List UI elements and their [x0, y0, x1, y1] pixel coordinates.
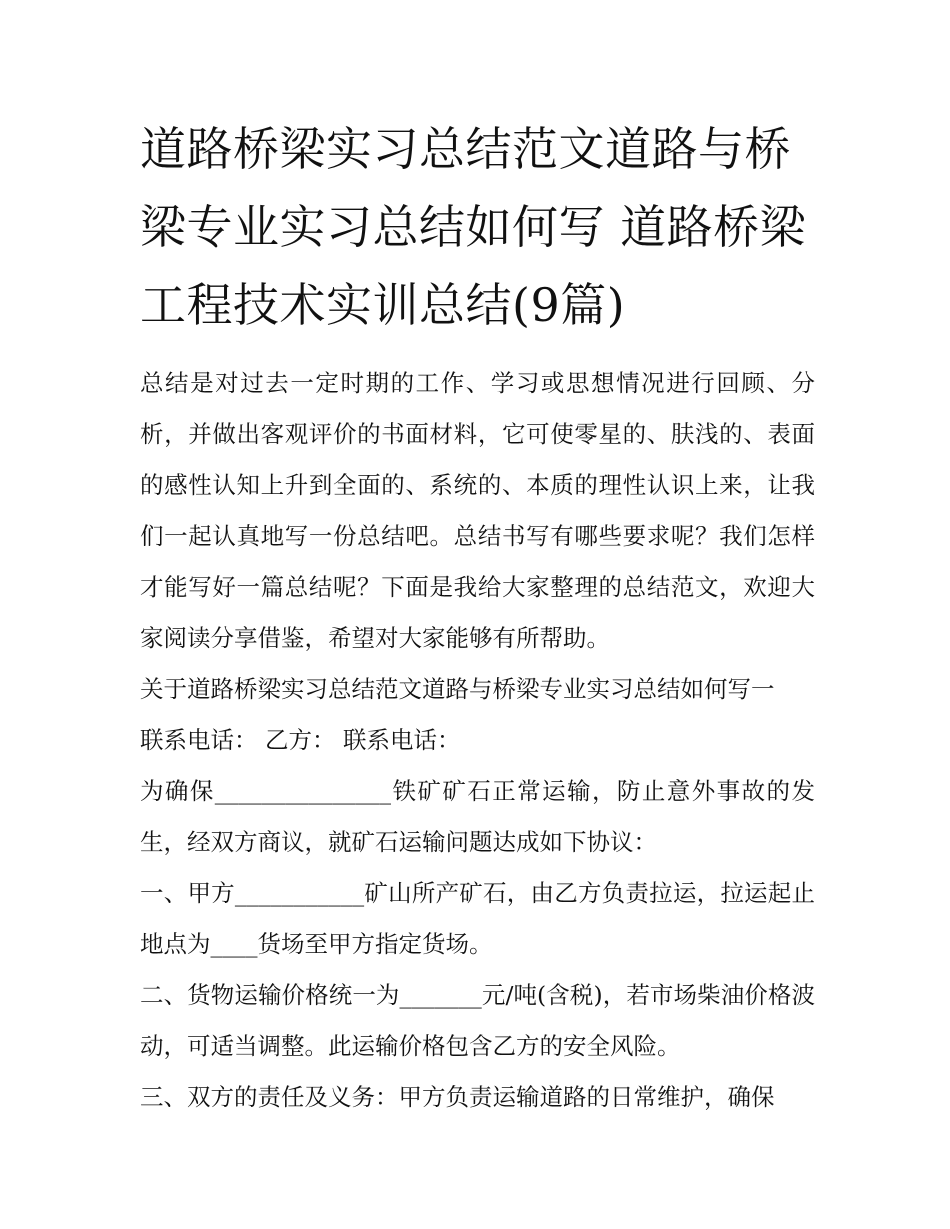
clause-two-paragraph: 二、货物运输价格统一为_______元/吨(含税)，若市场柴油价格波动，可适当调整。此运输价格包含乙方的安全风险。 [140, 981, 815, 1060]
clause-three-paragraph: 三、双方的责任及义务：甲方负责运输道路的日常维护，确保 [140, 1083, 775, 1111]
intro-paragraph: 总结是对过去一定时期的工作、学习或思想情况进行回顾、分析，并做出客观评价的书面材料，它可使零星的、肤浅的、表面的感性认知上升到全面的、系统的、本质的理性认识上来，让我们一起认真地写一份总结吧。总结书写有哪些要求呢？我们怎样才能写好一篇总结呢？下面是我给大家整理的总结范文，欢迎大家阅读分享借鉴，希望对大家能够有所帮助。 [140, 369, 815, 652]
agreement-purpose-paragraph: 为确保_______________铁矿矿石正常运输，防止意外事故的发生，经双方商议，就矿石运输问题达成如下协议： [140, 777, 815, 856]
document-title: 道路桥梁实习总结范文道路与桥梁专业实习总结如何写 道路桥梁工程技术实训总结(9篇) [140, 122, 807, 332]
contact-line: 联系电话： 乙方： 联系电话： [140, 726, 461, 754]
clause-one-paragraph: 一、甲方___________矿山所产矿石，由乙方负责拉运，拉运起止地点为____货场至甲方指定货场。 [140, 879, 815, 958]
document-body [140, 358, 815, 1123]
document-page [140, 110, 815, 1123]
section-heading: 关于道路桥梁实习总结范文道路与桥梁专业实习总结如何写一 [140, 675, 775, 703]
